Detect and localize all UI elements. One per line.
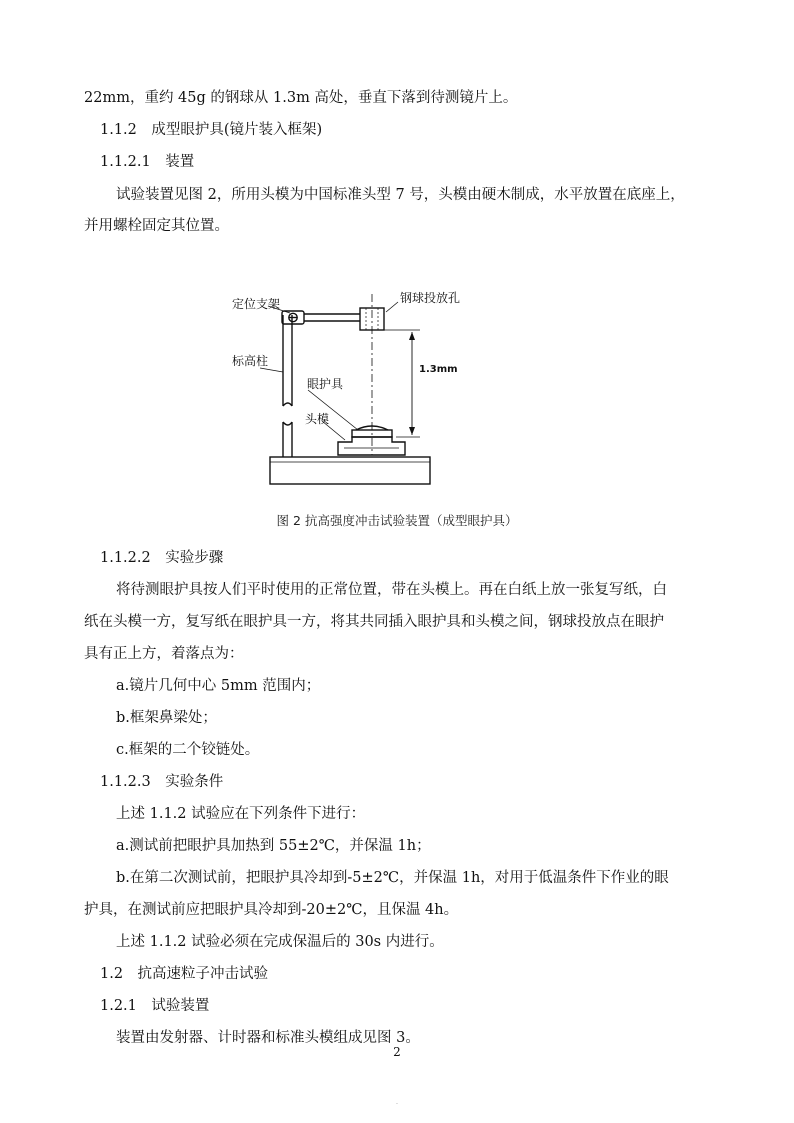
page-number: 2	[393, 1045, 401, 1059]
condition-b-line-1: b.在第二次测试前，把眼护具冷却到-5±2℃，并保温 1h，对用于低温条件下作业的眼	[116, 870, 669, 886]
paragraph-3-line-1: 上述 1.1.2 试验应在下列条件下进行：	[116, 806, 366, 822]
paragraph-1-line-1: 试验装置见图 2，所用头模为中国标准头型 7 号，头模由硬木制成，水平放置在底座上，	[116, 187, 685, 203]
section-heading-1-1-2-2: 1.1.2.2 实验步骤	[100, 550, 224, 566]
list-item-a: a.镜片几何中心 5mm 范围内；	[116, 678, 321, 694]
footer-mark: ·	[395, 1100, 399, 1108]
paragraph-2-line-1: 将待测眼护具按人们平时使用的正常位置，带在头模上。再在白纸上放一张复写纸，白	[116, 582, 667, 598]
condition-a: a.测试前把眼护具加热到 55±2℃，并保温 1h；	[116, 838, 431, 854]
paragraph-2-line-2: 纸在头模一方，复写纸在眼护具一方，将其共同插入眼护具和头模之间，钢球投放点在眼护	[84, 614, 664, 630]
paragraph-5: 装置由发射器、计时器和标准头模组成见图 3。	[116, 1030, 420, 1046]
label-goggles: 眼护具	[307, 377, 344, 391]
label-headform: 头模	[305, 412, 330, 426]
section-heading-1-1-2-3: 1.1.2.3 实验条件	[100, 774, 224, 790]
section-heading-1-1-2-1: 1.1.2.1 装置	[100, 154, 195, 170]
label-height-post: 标高柱	[232, 354, 269, 368]
paragraph-4: 上述 1.1.2 试验必须在完成保温后的 30s 内进行。	[116, 934, 444, 950]
paragraph-1-line-2: 并用螺栓固定其位置。	[84, 218, 229, 234]
headform	[338, 437, 405, 455]
label-drop-height: 1.3mm	[419, 364, 458, 375]
section-heading-1-1-2: 1.1.2 成型眼护具(镜片装入框架)	[100, 122, 323, 138]
base-plate	[270, 457, 430, 484]
impact-test-apparatus-figure	[0, 280, 794, 505]
label-ball-drop-hole: 钢球投放孔	[400, 291, 461, 305]
section-heading-1-2: 1.2 抗高速粒子冲击试验	[100, 966, 269, 982]
text-line-1: 22mm，重约 45g 的钢球从 1.3m 高处，垂直下落到待测镜片上。	[84, 90, 518, 106]
list-item-b: b.框架鼻梁处；	[116, 710, 217, 726]
figure-caption: 图 2 抗高强度冲击试验装置（成型眼护具）	[276, 513, 518, 528]
list-item-c: c.框架的二个铰链处。	[116, 742, 260, 758]
label-positioning-support: 定位支架	[232, 297, 281, 311]
paragraph-2-line-3: 具有正上方，着落点为：	[84, 646, 244, 662]
section-heading-1-2-1: 1.2.1 试验装置	[100, 998, 210, 1014]
condition-b-line-2: 护具，在测试前应把眼护具冷却到-20±2℃，且保温 4h。	[84, 902, 459, 918]
